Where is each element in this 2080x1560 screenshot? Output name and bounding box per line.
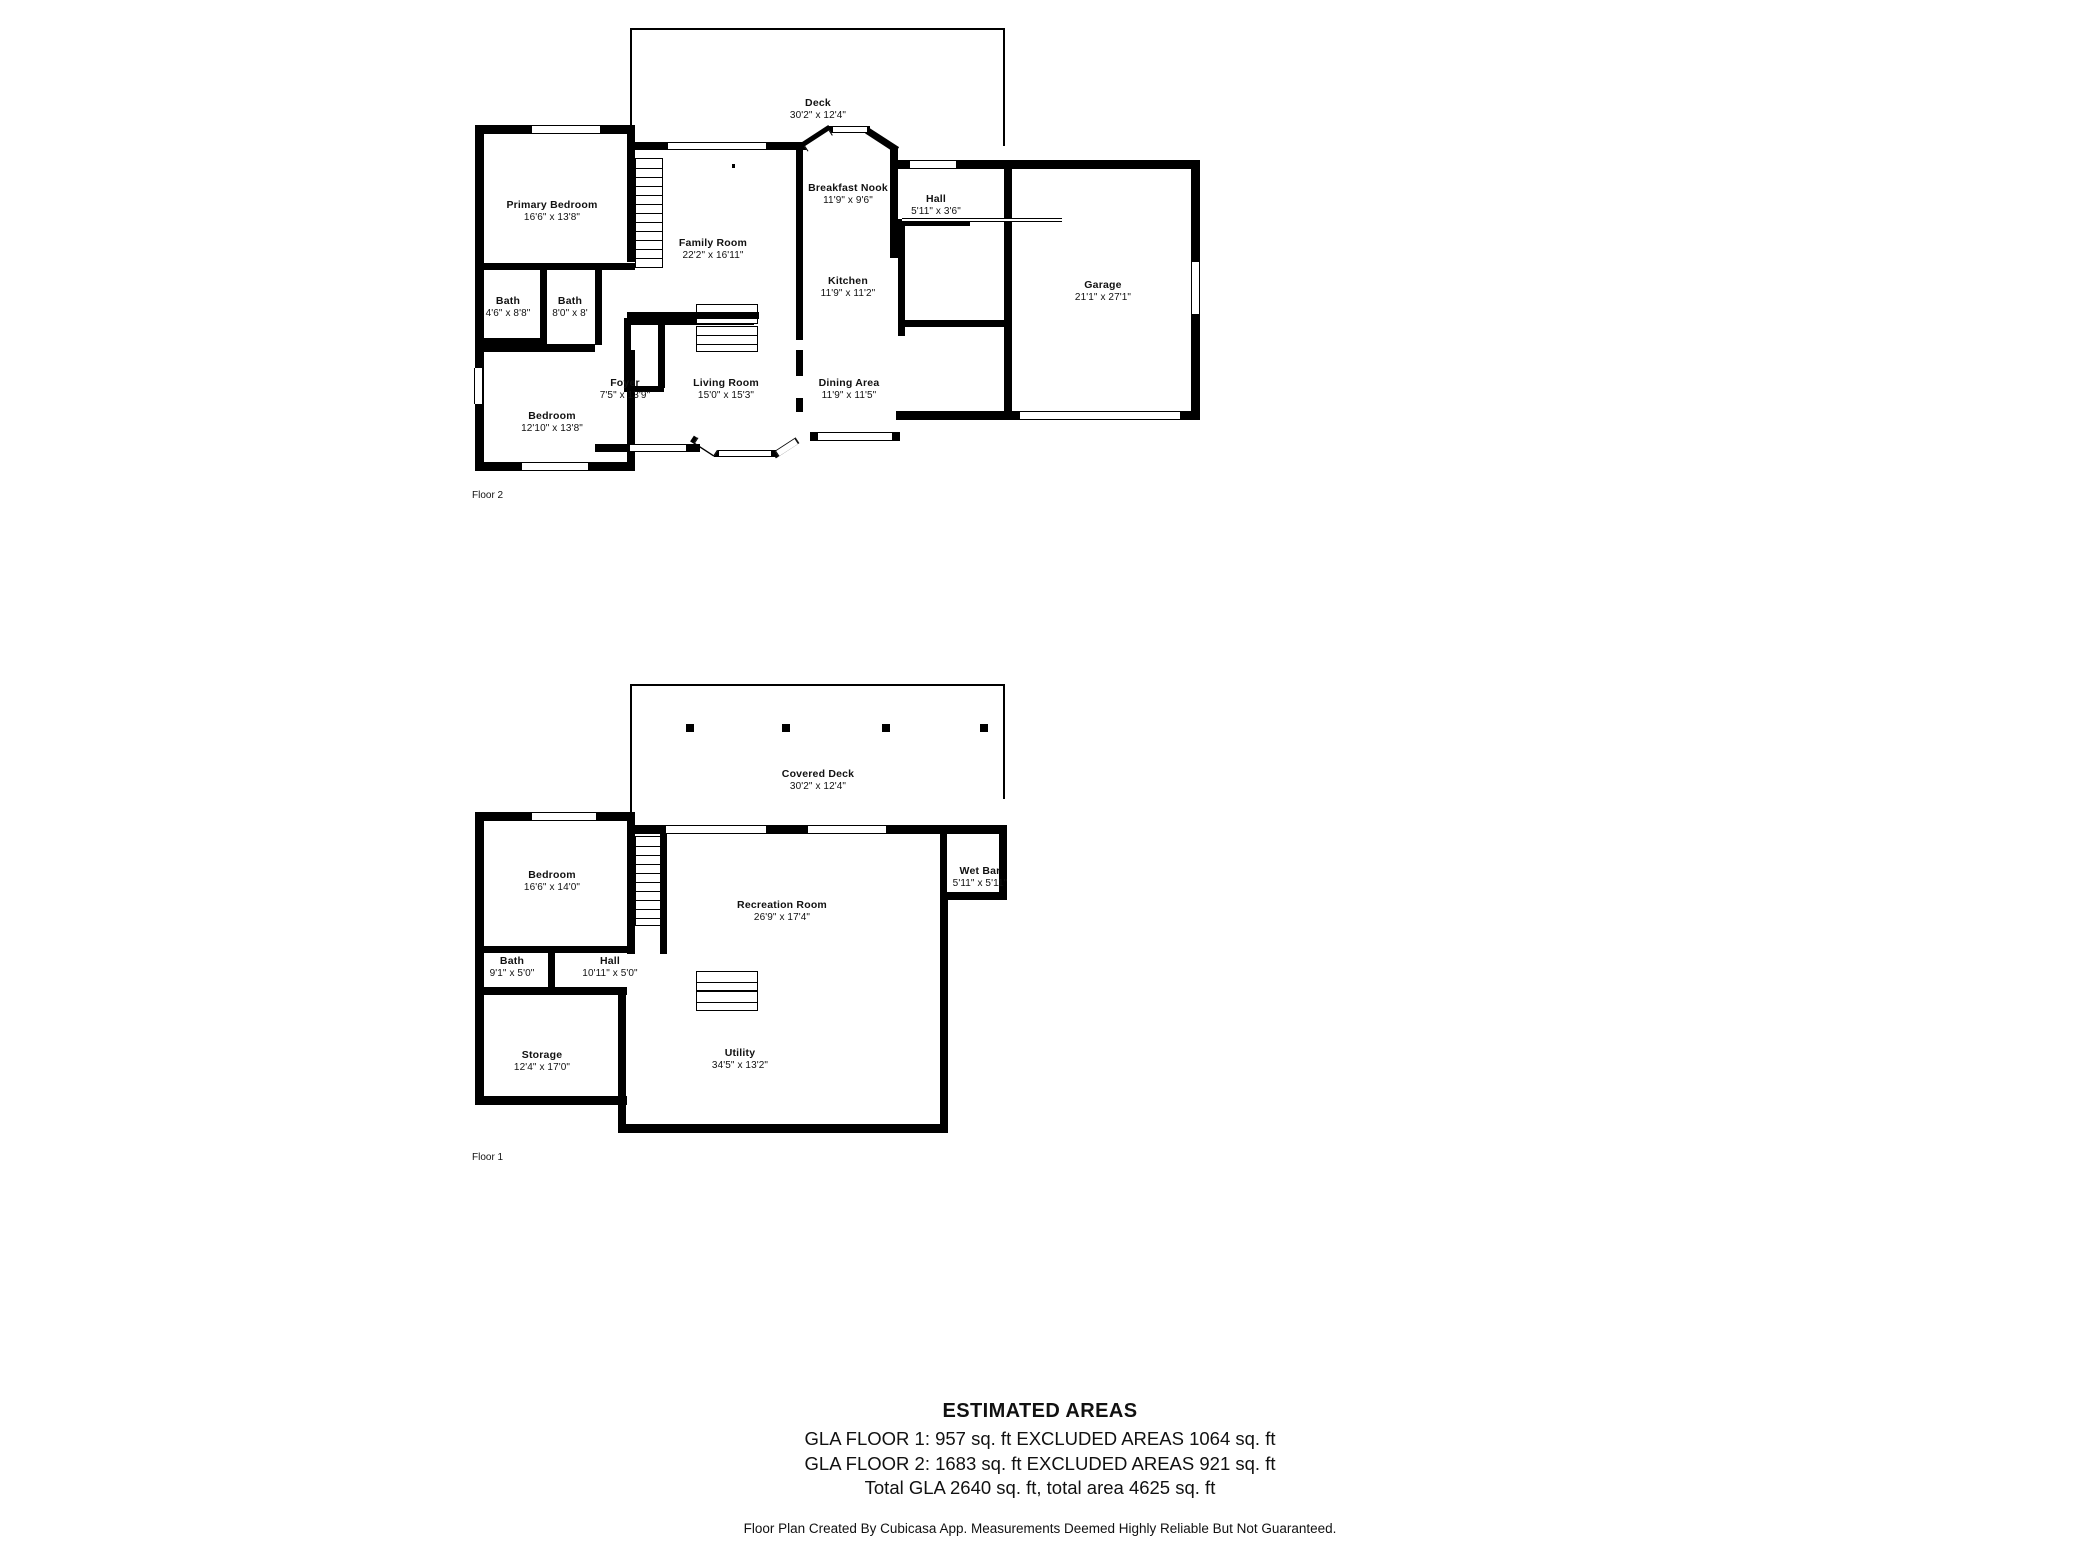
window-bay-south — [719, 450, 771, 457]
doorway-living-dining — [796, 376, 803, 398]
gla-floor-2-line: GLA FLOOR 2: 1683 sq. ft EXCLUDED AREAS 921 sq. ft — [804, 1452, 1276, 1474]
lower-wall-utility-west — [618, 990, 626, 1130]
window-lower-bedroom-north — [532, 812, 596, 821]
room-label-storage: Storage 12'4" x 17'0" — [513, 1049, 571, 1074]
interior-wall-bath-div — [540, 263, 547, 345]
disclaimer-text: Floor Plan Created By Cubicasa App. Measurements Deemed Highly Reliable But Not Guaranteed. — [743, 1520, 1337, 1536]
room-label-bath-1: Bath 4'6" x 8'8" — [485, 295, 531, 320]
window-bedroom-south — [522, 462, 588, 471]
wetbar-wall-west — [940, 834, 947, 892]
window-rec-north-1 — [666, 825, 766, 834]
covered-deck-wall-top — [630, 684, 1005, 686]
garage-door-opening — [1020, 412, 1180, 419]
lower-wall-utility-north — [475, 987, 627, 995]
interior-wall-family-west — [627, 142, 635, 262]
interior-wall-bath2-east — [595, 270, 602, 345]
stairwell-opening-floor1 — [696, 971, 758, 991]
gla-floor-1-line: GLA FLOOR 1: 957 sq. ft EXCLUDED AREAS 1064 sq. ft — [804, 1428, 1276, 1449]
staircase-floor2 — [635, 158, 663, 268]
window-primary-bedroom-north — [532, 125, 600, 134]
lower-wall-bath-east — [548, 946, 555, 988]
room-label-utility: Utility 34'5" x 13'2" — [711, 1047, 769, 1072]
lower-exterior-wall-west — [475, 812, 484, 1104]
garage-wall-north — [1010, 160, 1200, 169]
room-label-kitchen: Kitchen 11'9" x 11'2" — [820, 275, 876, 300]
window-entry-south — [630, 444, 686, 452]
deck-post-4 — [980, 724, 988, 732]
room-label-lower-hall: Hall 10'11" x 5'0" — [582, 955, 638, 980]
room-label-foyer: Foyer 7'5" x 13'9" — [599, 377, 651, 402]
interior-wall-family-south — [627, 312, 759, 319]
lower-exterior-wall-east — [940, 892, 948, 1132]
room-label-recreation-room: Recreation Room 26'9" x 17'4" — [737, 899, 827, 924]
window-bedroom-west — [474, 368, 483, 404]
interior-wall-bath-north — [475, 263, 635, 270]
room-label-lower-bath: Bath 9'1" x 5'0" — [489, 955, 535, 980]
room-label-deck: Deck 30'2" x 12'4" — [789, 97, 847, 122]
room-label-lower-bedroom: Bedroom 16'6" x 14'0" — [523, 869, 581, 894]
interior-wall-bedroom-north — [475, 344, 595, 352]
floor-plan-floor-1 — [472, 660, 1500, 1330]
staircase-floor1 — [635, 836, 661, 926]
window-family-room-north — [668, 142, 766, 150]
estimated-areas-block — [0, 1400, 2080, 1536]
room-label-family-room: Family Room 22'2" x 16'11" — [678, 237, 748, 262]
covered-deck-wall-left — [630, 684, 632, 824]
interior-wall-dining-east — [898, 320, 1010, 327]
interior-wall-kitchen-west — [796, 150, 803, 340]
deck-wall-top — [630, 28, 1005, 30]
deck-post-1 — [686, 724, 694, 732]
room-label-breakfast-nook: Breakfast Nook 11'9" x 9'6" — [808, 182, 888, 207]
interior-wall-bath-south — [475, 338, 541, 345]
floor-plan-floor-2 — [472, 20, 1500, 660]
lower-wall-storage-south — [475, 1096, 627, 1105]
exterior-wall-west — [475, 125, 484, 470]
exterior-wall-dining-east — [1004, 320, 1012, 420]
window-nook-north — [833, 126, 867, 133]
room-label-bath-2: Bath 8'0" x 8' — [552, 295, 588, 320]
window-dining-south — [818, 432, 892, 441]
lower-exterior-wall-south-east — [618, 1124, 948, 1133]
lower-wall-bath-north — [475, 946, 635, 953]
room-label-wet-bar: Wet Bar 5'11" x 5'11" — [952, 865, 1008, 890]
wetbar-wall-south — [940, 892, 1007, 900]
stairs-down-floor2 — [696, 326, 758, 352]
stairs-up-floor1 — [696, 991, 758, 1011]
deck-post-2 — [782, 724, 790, 732]
exterior-wall-nook-east — [890, 148, 898, 258]
room-label-living-room: Living Room 15'0" x 15'3" — [693, 377, 759, 402]
floor-caption-2: Floor 2 — [472, 490, 504, 501]
interior-wall-foyer-east — [658, 320, 665, 388]
room-label-covered-deck: Covered Deck 30'2" x 12'4" — [781, 768, 855, 793]
room-label-dining-area: Dining Area 11'9" x 11'5" — [818, 377, 880, 402]
room-label-primary-bedroom: Primary Bedroom 16'6" x 13'8" — [506, 199, 598, 224]
exterior-wall-south-east-run — [896, 411, 1012, 420]
window-garage-east — [1191, 262, 1200, 314]
lower-stair-wall-west — [627, 834, 635, 954]
floor-caption-1: Floor 1 — [472, 1152, 504, 1163]
estimated-areas-title: ESTIMATED AREAS — [942, 1400, 1138, 1422]
deck-rail-tick-1 — [732, 164, 735, 168]
room-label-hall-floor2: Hall 5'11" x 3'6" — [911, 193, 961, 218]
deck-wall-right — [1003, 28, 1005, 146]
lower-wall-rec-north-east — [897, 825, 1007, 834]
window-hall-north — [910, 160, 956, 169]
deck-post-3 — [882, 724, 890, 732]
room-label-garage: Garage 21'1" x 27'1" — [1074, 279, 1132, 304]
covered-deck-wall-right — [1003, 684, 1005, 799]
room-label-bedroom-floor2: Bedroom 12'10" x 13'8" — [521, 410, 583, 435]
total-gla-line: Total GLA 2640 sq. ft, total area 4625 sq. ft — [864, 1477, 1216, 1499]
lower-stair-wall-east — [660, 834, 667, 954]
window-rec-north-2 — [808, 825, 886, 834]
